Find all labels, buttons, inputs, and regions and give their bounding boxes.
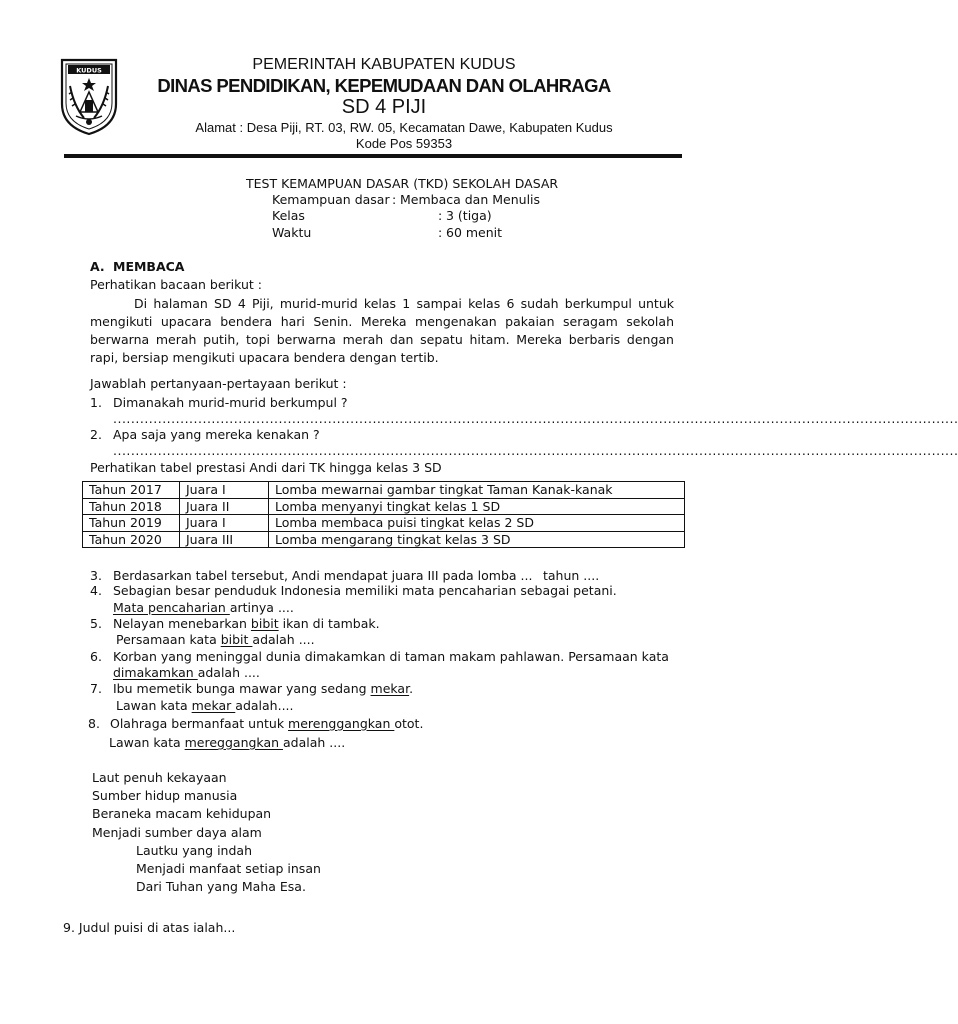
- q2-answer-line[interactable]: .............................................................................................................................................................................................: [113, 443, 958, 458]
- section-letter: A.: [90, 259, 105, 274]
- school-name: SD 4 PIJI: [341, 96, 427, 118]
- poem-line: Menjadi sumber daya alam: [92, 825, 262, 840]
- info-sep-time: :: [438, 225, 443, 240]
- poem-line: Menjadi manfaat setiap insan: [136, 861, 321, 876]
- q7-text: [113, 681, 413, 696]
- school-address: Alamat : Desa Piji, RT. 03, RW. 05, Kecamatan Dawe, Kabupaten Kudus: [195, 120, 613, 135]
- table-intro: Perhatikan tabel prestasi Andi dari TK hingga kelas 3 SD: [90, 460, 442, 475]
- q5-pre: Nelayan menebarkan: [113, 616, 251, 631]
- q7-line2: [116, 698, 294, 713]
- table-cell-year: Tahun 2020: [83, 531, 180, 548]
- q5-line2: [116, 632, 315, 647]
- q8-text: [110, 716, 423, 731]
- test-title: TEST KEMAMPUAN DASAR (TKD) SEKOLAH DASAR: [246, 176, 559, 191]
- table-cell-rank: Juara I: [180, 515, 269, 532]
- government-name: PEMERINTAH KABUPATEN KUDUS: [252, 56, 516, 73]
- q4-text: Sebagian besar penduduk Indonesia memiliki mata pencaharian sebagai petani.: [113, 583, 617, 598]
- q8-line2: [109, 735, 345, 750]
- info-sep-ability: :: [392, 192, 397, 207]
- q8-line2-underlined: mereggangkan: [184, 735, 284, 750]
- q7-post: .: [409, 681, 414, 696]
- table-cell-rank: Juara I: [180, 482, 269, 499]
- q5-underlined-term: bibit: [250, 616, 279, 631]
- table-cell-year: Tahun 2019: [83, 515, 180, 532]
- q5-post: ikan di tambak.: [278, 616, 380, 631]
- info-label-class: Kelas: [272, 208, 305, 223]
- q2-number: 2.: [90, 427, 102, 442]
- header-divider: [64, 154, 682, 158]
- info-value-class: 3 (tiga): [446, 208, 492, 223]
- q7-pre: Ibu memetik bunga mawar yang sedang: [113, 681, 371, 696]
- section-title: MEMBACA: [113, 259, 185, 274]
- table-row: [83, 482, 685, 499]
- q5-line2-underlined: bibit: [220, 632, 253, 647]
- q4-underlined-term: Mata pencaharian: [113, 600, 230, 615]
- info-label-ability: Kemampuan dasar: [272, 192, 390, 207]
- q8-post: otot.: [394, 716, 424, 731]
- q7-underlined-term: mekar: [370, 681, 410, 696]
- q8-line2-pre: Lawan kata: [109, 735, 185, 750]
- info-value-ability: Membaca dan Menulis: [400, 192, 541, 207]
- q4-line2: [113, 600, 294, 615]
- q5-line2-post: adalah ....: [252, 632, 315, 647]
- q7-line2-underlined: mekar: [191, 698, 236, 713]
- poem-line: Sumber hidup manusia: [92, 788, 238, 803]
- achievement-table: [82, 481, 685, 548]
- q3-tail: tahun ....: [543, 568, 600, 583]
- table-row: [83, 515, 685, 532]
- q9-text: 9. Judul puisi di atas ialah...: [63, 920, 236, 935]
- q7-line2-pre: Lawan kata: [116, 698, 192, 713]
- poem-line: Laut penuh kekayaan: [92, 770, 227, 785]
- table-row: [83, 498, 685, 515]
- q6-underlined-term: dimakamkan: [113, 665, 198, 680]
- logo-text: KUDUS: [76, 66, 102, 75]
- q1-answer-line[interactable]: .............................................................................................................................................................................................: [113, 411, 958, 426]
- q5-number: 5.: [90, 616, 102, 631]
- q3-number: 3.: [90, 568, 102, 583]
- reading-intro: Perhatikan bacaan berikut :: [90, 277, 263, 292]
- q4-number: 4.: [90, 583, 102, 598]
- q5-line2-pre: Persamaan kata: [116, 632, 221, 647]
- q6-line2: [113, 665, 260, 680]
- q6-number: 6.: [90, 649, 102, 664]
- q1-text: Dimanakah murid-murid berkumpul ?: [113, 395, 348, 410]
- info-label-time: Waktu: [272, 225, 312, 240]
- table-cell-rank: Juara II: [180, 498, 269, 515]
- table-cell-event: Lomba menyanyi tingkat kelas 1 SD: [269, 498, 685, 515]
- q8-number: 8.: [88, 716, 100, 731]
- postal-code: Kode Pos 59353: [355, 136, 453, 151]
- questions-intro: Jawablah pertanyaan-pertayaan berikut :: [90, 376, 347, 391]
- q3-text: Berdasarkan tabel tersebut, Andi mendapat juara III pada lomba ...: [113, 568, 533, 583]
- department-name: DINAS PENDIDIKAN, KEPEMUDAAN DAN OLAHRAGA: [157, 75, 611, 96]
- q1-number: 1.: [90, 395, 102, 410]
- table-cell-event: Lomba mewarnai gambar tingkat Taman Kanak-kanak: [269, 482, 685, 499]
- q8-pre: Olahraga bermanfaat untuk: [110, 716, 289, 731]
- poem-line: Lautku yang indah: [136, 843, 252, 858]
- q7-line2-post: adalah....: [235, 698, 294, 713]
- q7-number: 7.: [90, 681, 102, 696]
- reading-passage-text: Di halaman SD 4 Piji, murid-murid kelas 1 sampai kelas 6 sudah berkumpul untuk mengikuti upacara bendera hari Senin. Mereka mengenakan pakaian seragam sekolah berwarna merah putih, topi berwarna merah dan sepatu hitam. Mereka berbaris dengan rapi, bersiap mengikuti upacara bendera dengan tertib.: [90, 296, 674, 365]
- table-cell-rank: Juara III: [180, 531, 269, 548]
- poem-line: Dari Tuhan yang Maha Esa.: [136, 879, 306, 894]
- poem-line: Beraneka macam kehidupan: [92, 806, 272, 821]
- q6-line2-post: adalah ....: [197, 665, 260, 680]
- q2-text: Apa saja yang mereka kenakan ?: [113, 427, 320, 442]
- q4-line2-rest: artinya ....: [229, 600, 294, 615]
- table-cell-event: Lomba membaca puisi tingkat kelas 2 SD: [269, 515, 685, 532]
- q6-text: Korban yang meninggal dunia dimakamkan di taman makam pahlawan. Persamaan kata: [113, 649, 669, 664]
- info-sep-class: :: [438, 208, 443, 223]
- table-cell-year: Tahun 2017: [83, 482, 180, 499]
- table-row: [83, 531, 685, 548]
- q5-text: [113, 616, 380, 631]
- q8-underlined-term: merenggangkan: [288, 716, 395, 731]
- table-cell-event: Lomba mengarang tingkat kelas 3 SD: [269, 531, 685, 548]
- info-value-time: 60 menit: [446, 225, 503, 240]
- reading-passage: [90, 295, 674, 367]
- table-cell-year: Tahun 2018: [83, 498, 180, 515]
- q8-line2-post: adalah ....: [283, 735, 346, 750]
